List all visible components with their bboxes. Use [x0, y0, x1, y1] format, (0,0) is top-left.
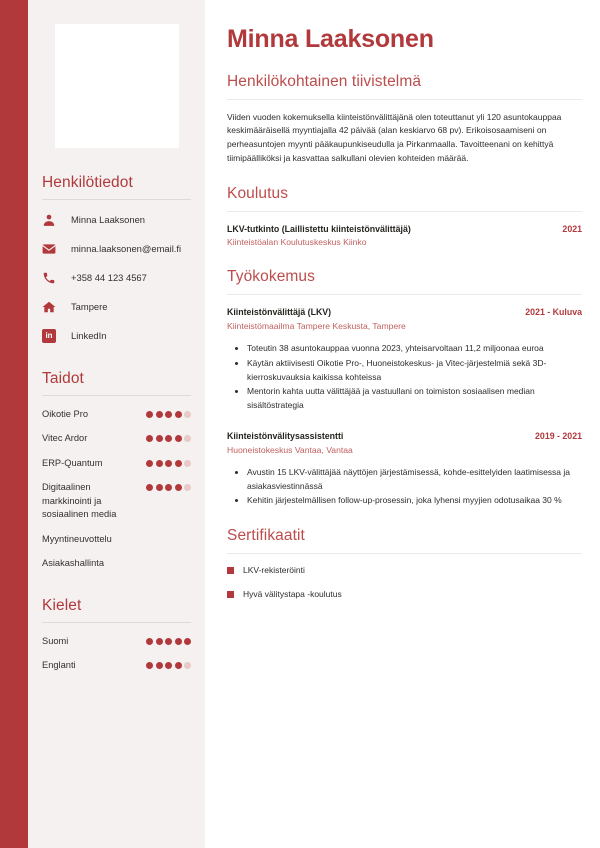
rating-dot-empty	[184, 435, 191, 442]
education-entry-header	[227, 223, 582, 236]
education-title: LKV-tutkinto (Laillistettu kiinteistönvälittäjä)	[227, 223, 411, 234]
skill-item	[42, 557, 191, 570]
rating-dot-filled	[146, 662, 153, 669]
language-rating-dots	[146, 635, 191, 645]
experience-org: Huoneistokeskus Vantaa, Vantaa	[227, 444, 353, 455]
experience-date: 2021 - Kuluva	[525, 307, 582, 318]
experience-bullets	[227, 466, 582, 509]
contact-row-email[interactable]	[42, 241, 191, 257]
contact-phone-text: +358 44 123 4567	[71, 272, 147, 284]
experience-divider	[227, 294, 582, 295]
experience-entry	[227, 306, 582, 413]
education-entry	[227, 223, 582, 250]
rating-dot-filled	[165, 411, 172, 418]
certificate-item	[227, 589, 582, 601]
left-accent-bar	[0, 0, 28, 848]
rating-dot-filled	[156, 638, 163, 645]
contact-name-text: Minna Laaksonen	[71, 214, 146, 226]
linkedin-glyph: in	[42, 329, 56, 343]
contact-location-text: Tampere	[71, 301, 108, 313]
contact-row-phone[interactable]	[42, 270, 191, 286]
rating-dot-filled	[165, 638, 172, 645]
experience-bullet: • Mentorin kahta uutta välittäjää ja vastuullani on toimiston sosiaalisen median sisältöstrategia	[247, 385, 582, 413]
envelope-icon	[42, 241, 62, 257]
rating-dot-filled	[146, 484, 153, 491]
experience-heading: Työkokemus	[227, 268, 316, 286]
rating-dot-empty	[184, 662, 191, 669]
skill-item	[42, 457, 191, 470]
rating-dot-filled	[175, 435, 182, 442]
rating-dot-filled	[184, 638, 191, 645]
personal-info-heading: Henkilötiedot	[42, 174, 133, 191]
rating-dot-filled	[165, 435, 172, 442]
rating-dot-filled	[165, 460, 172, 467]
experience-bullet: • Käytän aktiivisesti Oikotie Pro-, Huoneistokeskus- ja Vitec-järjestelmiä sekä 3D-kierroskuvauksia kaikissa kohteissa	[247, 357, 582, 385]
sidebar	[28, 0, 205, 848]
language-rating-dots	[146, 659, 191, 669]
skill-item	[42, 408, 191, 421]
experience-title: Kiinteistönvälittäjä (LKV)	[227, 307, 332, 318]
rating-dot-filled	[156, 411, 163, 418]
experience-bullet: • Avustin 15 LKV-välittäjää näyttöjen järjestämisessä, kohde-esittelyiden laatimisessa ja asiakasviestinnässä	[247, 466, 582, 494]
rating-dot-filled	[175, 460, 182, 467]
rating-dot-empty	[184, 411, 191, 418]
skill-label: Digitaalinen markkinointi ja sosiaalinen media	[42, 482, 117, 520]
experience-bullet: • Toteutin 38 asuntokauppaa vuonna 2023, yhteisarvoltaan 11,2 miljoonaa euroa	[247, 342, 582, 356]
rating-dot-empty	[184, 460, 191, 467]
linkedin-icon	[42, 328, 62, 344]
skill-item	[42, 481, 191, 521]
rating-dot-filled	[146, 460, 153, 467]
language-item	[42, 659, 191, 672]
experience-date: 2019 - 2021	[535, 431, 582, 442]
contact-linkedin-text: LinkedIn	[71, 330, 107, 342]
rating-dot-filled	[156, 662, 163, 669]
summary-text: Viiden vuoden kokemuksella kiinteistönvälittäjänä olen toteuttanut yli 120 asuntokauppaa keskimääräisellä myyntiajalla 42 päivää (alan keskiarvo 68 pv). Erikoisosaamiseni on perheasuntojen myynti pääkaupunkiseudulla ja Pirkanmaalla. Tavoitteenani on kehittyä tiimipäälliköksi ja kasvattaa salkullani olevien kohteiden määrää.	[227, 111, 562, 163]
skill-label: Myyntineuvottelu	[42, 533, 112, 544]
language-item	[42, 635, 191, 648]
rating-dot-filled	[156, 484, 163, 491]
rating-dot-filled	[175, 662, 182, 669]
experience-org: Kiinteistömaailma Tampere Keskusta, Tampere	[227, 320, 406, 331]
profile-photo-placeholder	[55, 24, 179, 148]
rating-dot-filled	[175, 638, 182, 645]
skill-rating-dots	[146, 457, 191, 467]
personal-info-divider	[42, 199, 191, 200]
certificates-divider	[227, 553, 582, 554]
language-label: Suomi	[42, 635, 69, 646]
certificates-heading: Sertifikaatit	[227, 527, 305, 545]
rating-dot-filled	[146, 638, 153, 645]
skill-label: Vitec Ardor	[42, 433, 88, 444]
experience-entry-header	[227, 306, 582, 319]
main-content	[205, 0, 600, 848]
certificates-list	[227, 565, 582, 601]
skills-divider	[42, 395, 191, 396]
phone-icon	[42, 270, 62, 286]
experience-bullet: • Kehitin järjestelmällisen follow-up-prosessin, joka lyhensi myyjien odotusaikaa 30 %	[247, 494, 582, 508]
summary-heading: Henkilökohtainen tiivistelmä	[227, 72, 422, 90]
square-bullet-icon	[227, 567, 234, 574]
experience-entry	[227, 430, 582, 508]
skill-rating-dots	[146, 408, 191, 418]
page-title: Minna Laaksonen	[227, 25, 434, 53]
certificate-label: Hyvä välitystapa -koulutus	[243, 589, 342, 600]
rating-dot-filled	[156, 435, 163, 442]
skills-heading: Taidot	[42, 370, 84, 387]
languages-divider	[42, 622, 191, 623]
contact-row-name	[42, 212, 191, 228]
skill-item	[42, 432, 191, 445]
skill-item	[42, 533, 191, 546]
rating-dot-filled	[146, 435, 153, 442]
languages-heading: Kielet	[42, 596, 82, 614]
home-icon	[42, 299, 62, 315]
rating-dot-filled	[146, 411, 153, 418]
rating-dot-filled	[175, 484, 182, 491]
experience-title: Kiinteistönvälitysassistentti	[227, 431, 344, 442]
rating-dot-filled	[165, 484, 172, 491]
education-divider	[227, 211, 582, 212]
education-org: Kiinteistöalan Koulutuskeskus Kiinko	[227, 237, 367, 248]
education-heading: Koulutus	[227, 184, 289, 202]
contact-row-linkedin[interactable]	[42, 328, 191, 344]
experience-bullets	[227, 342, 582, 413]
experience-entry-header	[227, 430, 582, 443]
rating-dot-filled	[156, 460, 163, 467]
skill-label: Asiakashallinta	[42, 558, 105, 569]
language-label: Englanti	[42, 660, 76, 671]
rating-dot-filled	[175, 411, 182, 418]
person-icon	[42, 212, 62, 228]
rating-dot-filled	[165, 662, 172, 669]
square-bullet-icon	[227, 591, 234, 598]
contact-row-location	[42, 299, 191, 315]
contact-email-text: minna.laaksonen@email.fi	[71, 243, 182, 255]
certificate-item	[227, 565, 582, 577]
skill-label: Oikotie Pro	[42, 409, 88, 419]
skill-rating-dots	[146, 432, 191, 442]
certificate-label: LKV-rekisteröinti	[243, 565, 305, 576]
rating-dot-empty	[184, 484, 191, 491]
education-date: 2021	[562, 223, 582, 234]
summary-divider	[227, 99, 582, 100]
skill-rating-dots	[146, 481, 191, 491]
skill-label: ERP-Quantum	[42, 457, 103, 468]
